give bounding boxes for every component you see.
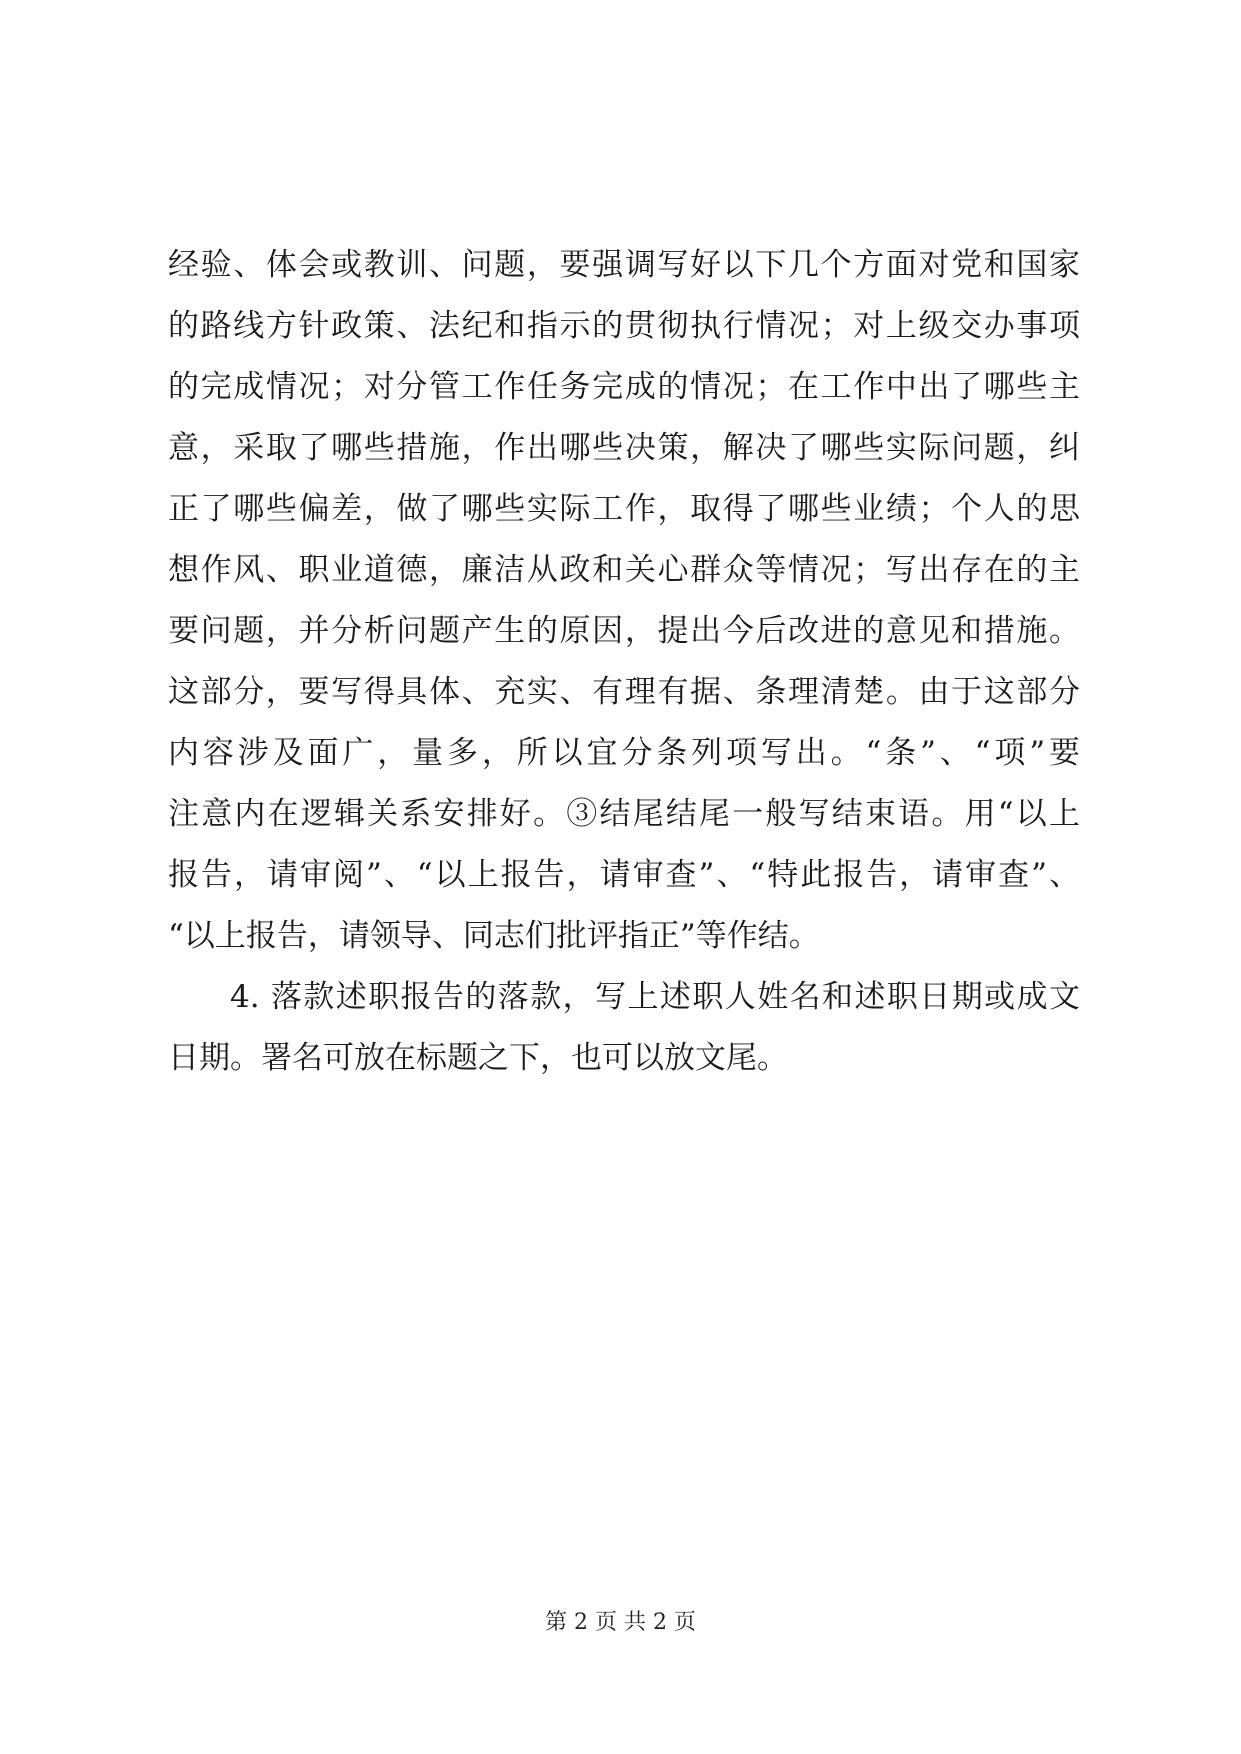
text-line: 日期。署名可放在标题之下，也可以放文尾。 (168, 1040, 788, 1076)
page-number-footer: 第 2 页 共 2 页 (545, 1610, 696, 1635)
text-line: 报告，请审阅”、“以上报告，请审查”、“特此报告，请审查”、 (168, 857, 1080, 893)
text-line: 经验、体会或教训、问题，要强调写好以下几个方面对党和国家 (168, 247, 1080, 283)
text-line: 要问题，并分析问题产生的原因，提出今后改进的意见和措施。 (168, 613, 1080, 649)
paragraph-2 (168, 967, 1080, 1089)
text-line: 意，采取了哪些措施，作出哪些决策，解决了哪些实际问题，纠 (168, 430, 1080, 466)
text-line: 的路线方针政策、法纪和指示的贯彻执行情况；对上级交办事项 (168, 308, 1080, 344)
paragraph-1 (168, 235, 1080, 967)
text-line: “以上报告，请领导、同志们批评指正”等作结。 (168, 918, 820, 954)
text-line: 正了哪些偏差，做了哪些实际工作，取得了哪些业绩；个人的思 (168, 491, 1080, 527)
text-line: 想作风、职业道德，廉洁从政和关心群众等情况；写出存在的主 (168, 552, 1080, 588)
text-line: 4. 落款述职报告的落款，写上述职人姓名和述职日期或成文 (230, 979, 1080, 1015)
text-line: 的完成情况；对分管工作任务完成的情况；在工作中出了哪些主 (168, 369, 1080, 405)
text-line: 这部分，要写得具体、充实、有理有据、条理清楚。由于这部分 (168, 674, 1080, 710)
text-line: 注意内在逻辑关系安排好。③结尾结尾一般写结束语。用“以上 (168, 796, 1080, 832)
text-line: 内容涉及面广，量多，所以宜分条列项写出。“条”、“项”要 (168, 735, 1080, 771)
document-body (168, 235, 1080, 1089)
